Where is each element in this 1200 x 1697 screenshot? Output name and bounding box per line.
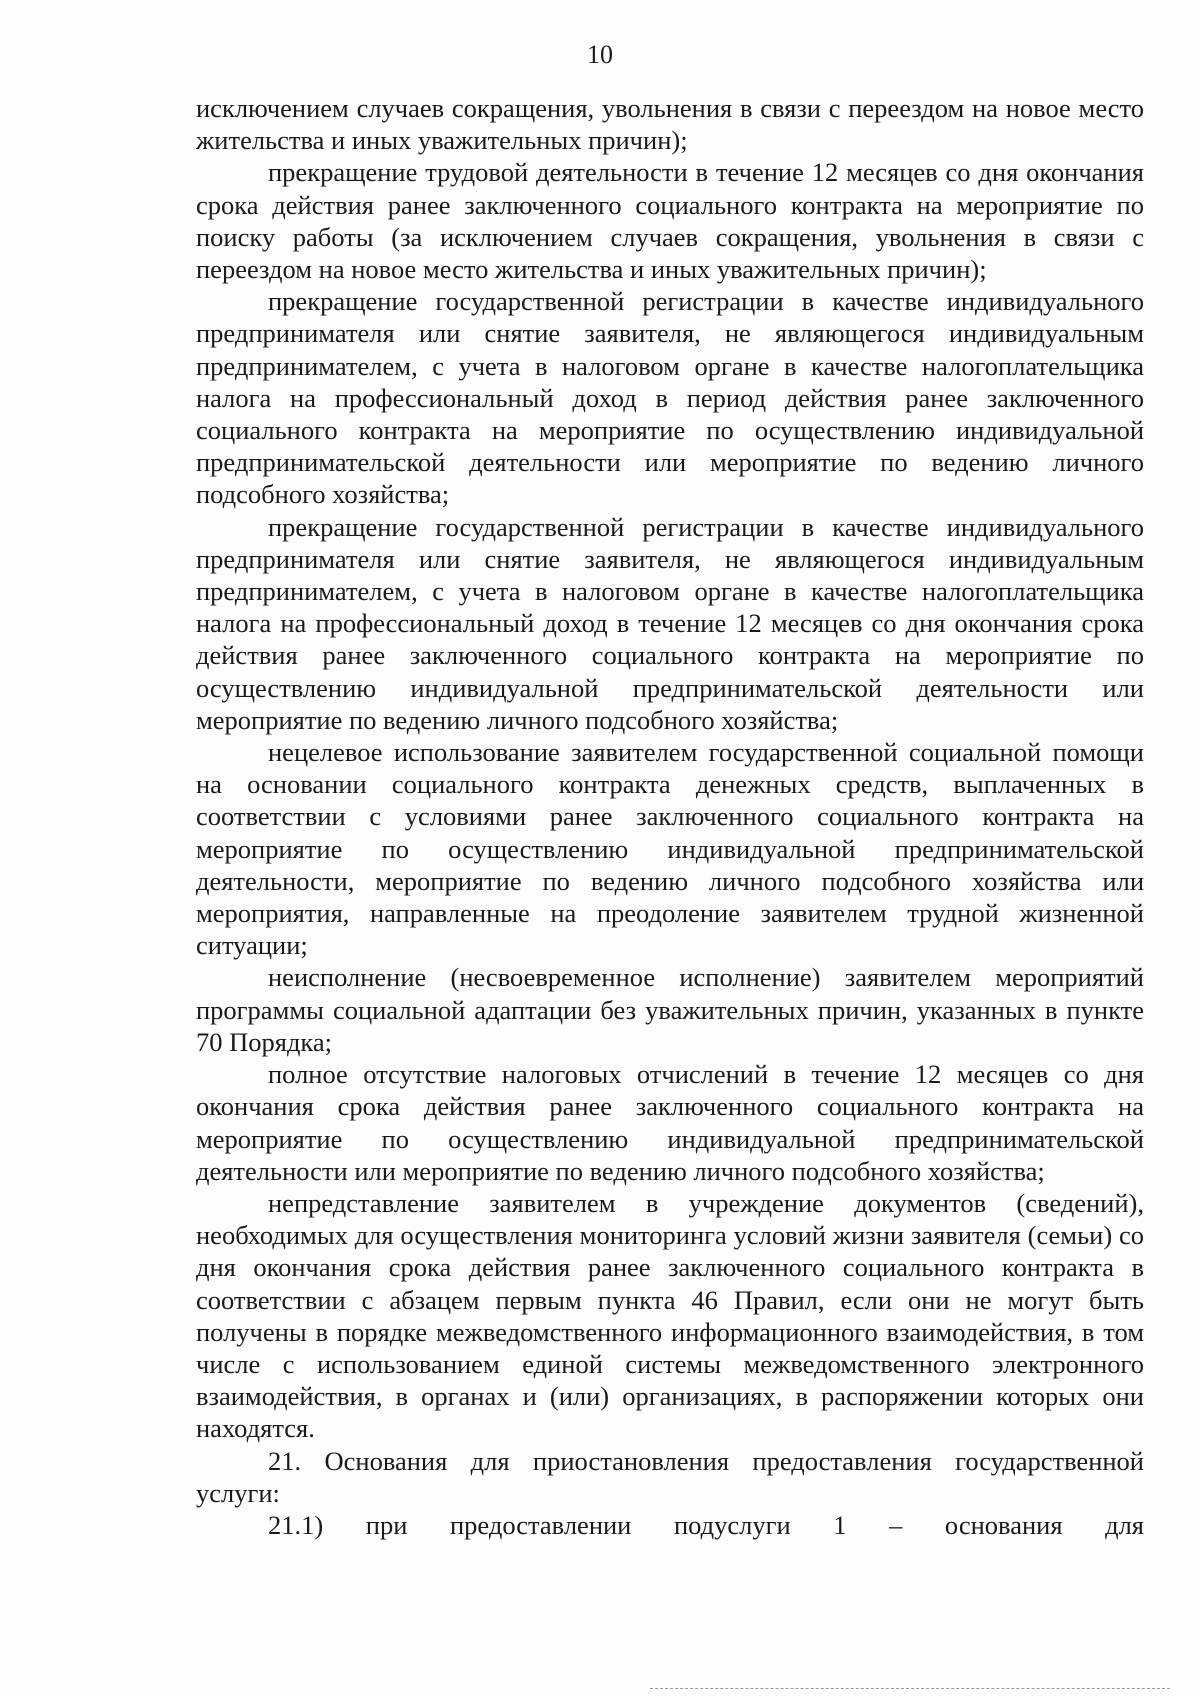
document-body [196,92,1144,1541]
paragraph: прекращение государственной регистрации в качестве индивидуального предпринимателя или снятие заявителя, не являющегося индивидуальным предпринимателем, с учета в налоговом органе в качестве налогоплательщика налога на профессиональный доход в период действия ранее заключенного социального контракта на мероприятие по осуществлению индивидуальной предпринимательской деятельности или мероприятие по ведению личного подсобного хозяйства; [196,286,1144,510]
page-number: 10 [587,40,613,69]
paragraph: нецелевое использование заявителем государственной социальной помощи на основании социального контракта денежных средств, выплаченных в соответствии с условиями ранее заключенного социального контракта на мероприятие по осуществлению индивидуальной предпринимательской деятельности, мероприятие по ведению личного подсобного хозяйства или мероприятия, направленные на преодоление заявителем трудной жизненной ситуации; [196,737,1144,961]
paragraph: неисполнение (несвоевременное исполнение) заявителем мероприятий программы социальной адаптации без уважительных причин, указанных в пункте 70 Порядка; [196,962,1144,1057]
paragraph-continuation: исключением случаев сокращения, увольнения в связи с переездом на новое место жительства и иных уважительных причин); [196,93,1144,156]
paragraph: непредставление заявителем в учреждение документов (сведений), необходимых для осуществления мониторинга условий жизни заявителя (семьи) со дня окончания срока действия ранее заключенного социального контракта в соответствии с абзацем первым пункта 46 Правил, если они не могут быть получены в порядке межведомственного информационного взаимодействия, в том числе с использованием единой системы межведомственного электронного взаимодействия, в органах и (или) организациях, в распоряжении которых они находятся. [196,1187,1144,1444]
scan-edge-line [650,1688,1170,1689]
subsection-paragraph: 21.1) при предоставлении подуслуги 1 – основания для [268,1509,1144,1540]
paragraph: прекращение государственной регистрации в качестве индивидуального предпринимателя или снятие заявителя, не являющегося индивидуальным предпринимателем, с учета в налоговом органе в качестве налогоплательщика налога на профессиональный доход в течение 12 месяцев со дня окончания срока действия ранее заключенного социального контракта на мероприятие по осуществлению индивидуальной предпринимательской деятельности или мероприятие по ведению личного подсобного хозяйства; [196,511,1144,735]
paragraph: полное отсутствие налоговых отчислений в течение 12 месяцев со дня окончания срока действия ранее заключенного социального контракта на мероприятие по осуществлению индивидуальной предпринимательской деятельности или мероприятие по ведению личного подсобного хозяйства; [196,1059,1144,1186]
paragraph: прекращение трудовой деятельности в течение 12 месяцев со дня окончания срока действия ранее заключенного социального контракта на мероприятие по поиску работы (за исключением случаев сокращения, увольнения в связи с переездом на новое место жительства и иных уважительных причин); [196,157,1144,285]
section-heading-paragraph: 21. Основания для приостановления предоставления государственной услуги: [196,1445,1144,1508]
